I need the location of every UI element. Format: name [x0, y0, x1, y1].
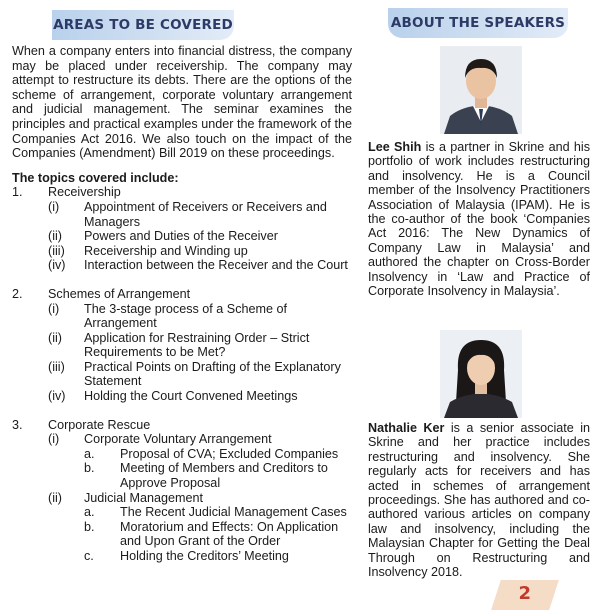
areas-section — [12, 44, 352, 564]
spacer — [12, 273, 352, 287]
subtopic-label: Judicial Management — [84, 490, 204, 505]
speakers-title: ABOUT THE SPEAKERS — [390, 15, 566, 31]
speaker-bio-text: is a senior associate in Skrine and her practice includes restructuring and insolvency. She regularly acts for receivers and has acted in schemes of arrangement proceedings. She has authored and co-authored various articles on company law and insolvency, including the Malaysian Chapter for Getting the Deal Through on Restructuring and Insolvency 2018. — [368, 421, 590, 580]
topic-label: Corporate Rescue — [48, 417, 151, 432]
subtopic-number: (ii) — [48, 330, 62, 345]
subtopic-number: (iv) — [48, 389, 66, 404]
subsubtopic-number: c. — [84, 549, 94, 563]
subtopic-item — [12, 432, 352, 447]
speaker-name: Lee Shih — [368, 140, 422, 154]
subtopic-item — [12, 258, 352, 273]
topic-item — [12, 185, 352, 200]
subtopic-number: (i) — [48, 199, 60, 214]
subtopic-label: Receivership and Winding up — [84, 243, 248, 258]
areas-title: AREAS TO BE COVERED — [53, 17, 233, 33]
subsubtopic-label: The Recent Judicial Management Cases — [120, 505, 347, 520]
subsubtopic-item — [12, 549, 352, 564]
subsubtopic-number: a. — [84, 505, 95, 520]
speaker-bio-text: is a partner in Skrine and his portfolio of work includes restructuring and insolvency. He is a Council member of the Insolvency Practitioners Association of Malaysia (IPAM). He is the co-author of the book ‘Companies Act 2016: The New Dynamics of Company Law in Malaysia’ and authored the chapter on Cross-Border Insolvency in ‘Law and Practice of Corporate Insolvency in Malaysia’. — [368, 140, 591, 299]
topic-label: Schemes of Arrangement — [48, 286, 191, 301]
subsubtopic-number: a. — [84, 446, 95, 461]
speaker-bio — [368, 421, 590, 579]
page-number-tab — [491, 580, 559, 610]
subtopic-number: (i) — [48, 301, 60, 316]
subtopic-item — [12, 302, 352, 331]
speaker-photo-lee-shih — [440, 46, 522, 134]
subtopic-label: Interaction between the Receiver and the Court — [84, 258, 348, 273]
subtopic-item — [12, 491, 352, 506]
subsubtopic-label: Meeting of Members and Creditors to Approve Proposal — [120, 461, 328, 491]
subtopic-label: Practical Points on Drafting of the Explanatory Statement — [84, 359, 341, 389]
portrait-icon — [440, 330, 522, 418]
subtopic-item — [12, 229, 352, 244]
topic-item — [12, 287, 352, 302]
subtopic-number: (ii) — [48, 229, 62, 244]
spacer — [12, 404, 352, 418]
subtopic-label: Powers and Duties of the Receiver — [84, 229, 278, 244]
topic-item — [12, 418, 352, 433]
page-number: 2 — [518, 583, 531, 604]
subsubtopic-label: Holding the Creditors’ Meeting — [120, 549, 289, 563]
topics-title: The topics covered include: — [12, 170, 179, 185]
speakers-banner — [388, 8, 568, 38]
subtopic-label: Holding the Court Convened Meetings — [84, 389, 298, 404]
speaker-photo-nathalie-ker — [440, 330, 522, 418]
subsubtopic-item — [12, 447, 352, 462]
subtopic-item — [12, 244, 352, 259]
subsubtopic-item — [12, 505, 352, 520]
subtopic-number: (iii) — [48, 359, 65, 374]
subtopic-number: (iii) — [48, 243, 65, 258]
subtopic-number: (ii) — [48, 490, 62, 505]
topic-number: 1. — [12, 185, 23, 200]
topic-number: 3. — [12, 417, 23, 432]
topic-number: 2. — [12, 286, 23, 301]
subtopic-number: (iv) — [48, 258, 66, 273]
subtopic-label: Corporate Voluntary Arrangement — [84, 432, 272, 447]
subtopic-item — [12, 360, 352, 389]
subsubtopic-label: Proposal of CVA; Excluded Companies — [120, 446, 339, 461]
speaker-bio — [368, 140, 590, 298]
subtopic-item — [12, 200, 352, 229]
subsubtopic-item — [12, 520, 352, 549]
subtopic-label: Application for Restraining Order – Strict Requirements to be Met? — [84, 330, 310, 360]
subsubtopic-number: b. — [84, 461, 95, 476]
subtopic-label: The 3-stage process of a Scheme of Arrangement — [84, 301, 288, 331]
subsubtopic-label: Moratorium and Effects: On Application and Upon Grant of the Order — [120, 519, 339, 549]
areas-banner — [52, 10, 234, 40]
intro-paragraph: When a company enters into financial distress, the company may be placed under receivership. The company may attempt to restructure its debts. There are the options of the scheme of arrangement, corporate voluntary arrangement and judicial management. The seminar examines the principles and practical examples under the framework of the Companies Act 2016. We also touch on the impact of the Companies (Amendment) Bill 2019 on these proceedings. — [12, 44, 352, 161]
portrait-icon — [440, 46, 522, 134]
subtopic-item — [12, 389, 352, 404]
subtopic-number: (i) — [48, 432, 60, 447]
topic-label: Receivership — [48, 185, 121, 200]
subsubtopic-number: b. — [84, 519, 95, 534]
subsubtopic-item — [12, 461, 352, 490]
subtopic-label: Appointment of Receivers or Receivers and Managers — [84, 199, 327, 229]
speaker-name: Nathalie Ker — [368, 421, 445, 435]
subtopic-item — [12, 331, 352, 360]
